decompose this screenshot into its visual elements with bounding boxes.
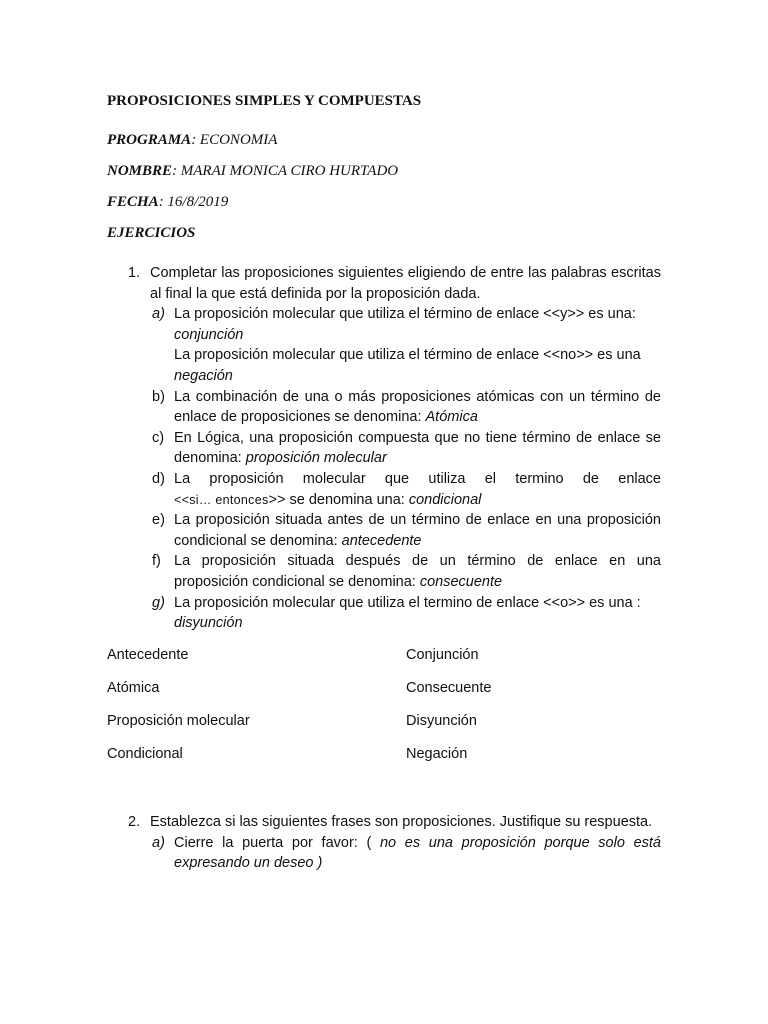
option-antecedente: Antecedente — [107, 647, 189, 663]
item-c — [107, 428, 661, 469]
item-e-text: La proposición situada antes de un término de enlace en una proposición condicional se denomina: — [174, 512, 661, 549]
item-d — [107, 469, 661, 510]
option-row — [107, 745, 587, 778]
question-2-prompt — [107, 812, 661, 833]
question-2-item-a-answer: no es una proposición porque solo está expresando un deseo ) — [174, 834, 661, 872]
item-b-text: La combinación de una o más proposiciones atómicas con un término de enlace de proposiciones se denomina: — [174, 388, 661, 426]
question-1-prompt — [107, 263, 661, 304]
item-b — [107, 387, 661, 428]
fecha-label: FECHA — [107, 194, 159, 210]
item-f — [107, 551, 661, 592]
question-2-item-a — [107, 833, 661, 874]
option-row — [107, 679, 587, 712]
item-f-label: f) — [152, 553, 161, 570]
option-disyuncion: Disyunción — [406, 713, 477, 729]
ejercicios-heading: EJERCICIOS — [107, 225, 196, 241]
nombre-value: : MARAI MONICA CIRO HURTADO — [172, 163, 399, 179]
option-conjuncion: Conjunción — [406, 647, 479, 663]
item-a-answer1: conjunción — [174, 326, 244, 343]
question-2-text: Establezca si las siguientes frases son proposiciones. Justifique su respuesta. — [150, 814, 653, 830]
item-b-label: b) — [152, 388, 165, 405]
document-title: PROPOSICIONES SIMPLES Y COMPUESTAS — [107, 93, 422, 109]
question-2 — [107, 812, 661, 874]
item-d-label: d) — [152, 470, 165, 487]
item-e-answer: antecedente — [341, 532, 422, 549]
item-g-label: g) — [152, 594, 165, 611]
option-negacion: Negación — [406, 746, 468, 762]
option-consecuente: Consecuente — [406, 680, 492, 696]
option-atomica: Atómica — [107, 680, 160, 696]
item-d-answer: condicional — [408, 491, 482, 508]
item-e — [107, 510, 661, 551]
item-d-text2: >> se denomina una: — [268, 491, 409, 508]
item-c-label: c) — [152, 429, 165, 446]
question-1 — [107, 263, 661, 634]
options-list — [107, 646, 587, 778]
option-proposicion-molecular: Proposición molecular — [107, 713, 250, 729]
item-f-text: La proposición situada después de un término de enlace en una proposición condicional se denomina: — [174, 553, 661, 590]
item-d-text1: La proposición molecular que utiliza el termino de enlace — [174, 470, 661, 487]
item-c-answer: proposición molecular — [245, 450, 387, 467]
fecha-line — [107, 193, 228, 211]
programa-label: PROGRAMA — [107, 132, 192, 148]
item-f-answer: consecuente — [419, 573, 503, 590]
option-row — [107, 646, 587, 679]
item-g — [107, 593, 661, 634]
question-1-text: Completar las proposiciones siguientes eligiendo de entre las palabras escritas al final la que está definida por la proposición dada. — [150, 265, 661, 302]
nombre-line — [107, 162, 398, 180]
item-a-answer2: negación — [174, 367, 233, 384]
item-a-text1: La proposición molecular que utiliza el término de enlace <<y>> es una: — [174, 306, 636, 323]
item-g-answer: disyunción — [174, 615, 243, 632]
fecha-value: : 16/8/2019 — [158, 194, 229, 210]
question-2-item-a-label: a) — [152, 834, 165, 851]
item-b-answer: Atómica — [425, 409, 478, 426]
item-a-label: a) — [152, 306, 165, 323]
item-a — [107, 304, 661, 386]
option-condicional: Condicional — [107, 746, 183, 762]
item-e-label: e) — [152, 512, 165, 529]
programa-line — [107, 131, 277, 149]
question-1-number: 1. — [128, 265, 141, 281]
option-row — [107, 712, 587, 745]
programa-value: : ECONOMIA — [191, 132, 278, 148]
question-2-item-a-text: Cierre la puerta por favor: ( — [174, 834, 380, 851]
item-c-text: En Lógica, una proposición compuesta que no tiene término de enlace se denomina: — [174, 429, 661, 467]
nombre-label: NOMBRE — [107, 163, 173, 179]
item-a-text2: La proposición molecular que utiliza el término de enlace <<no>> es una — [174, 347, 641, 364]
item-d-small: <<si… entonces — [174, 492, 269, 507]
item-g-text: La proposición molecular que utiliza el termino de enlace <<o>> es una : — [174, 594, 641, 611]
question-2-number: 2. — [128, 814, 141, 830]
